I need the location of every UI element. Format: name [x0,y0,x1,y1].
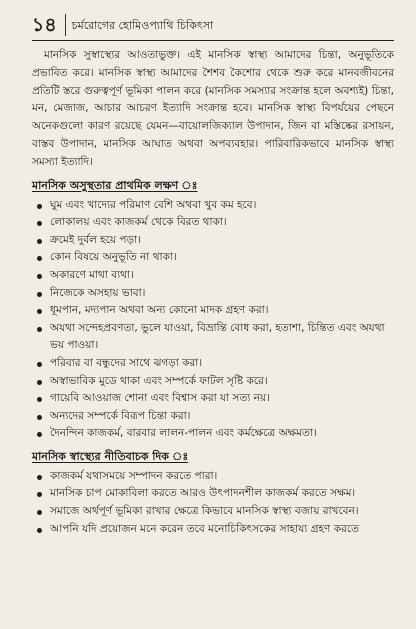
symptoms-heading-text: মানসিক অসুস্থতার প্রাথমিক লক্ষণ ঃ [32,178,198,192]
list-item [36,503,394,521]
bullet-icon [37,309,42,314]
positive-aspects-heading-text: মানসিক স্বাস্থ্যের নীতিবাচক দিক ঃ [32,449,189,463]
bullet-icon [37,380,42,385]
list-item-text: কাজকর্ম যথাসময়ে সম্পাদন করতে পারা। [50,469,218,482]
list-item-text: নিজেকে অসহায় ভাবা। [50,286,146,299]
list-item [36,197,394,215]
bullet-icon [37,239,42,244]
list-item [36,485,394,503]
list-item [36,232,394,250]
list-item-text: অকারণে মাথা ব্যথা। [50,268,134,281]
list-item [36,408,394,426]
bullet-icon [37,528,42,533]
list-item-text: ঘুম এবং খাদ্যের পরিমাণ বেশি অথবা খুব কম হবে। [50,198,257,211]
bullet-icon [37,204,42,209]
list-item [36,355,394,373]
page-header [32,10,394,36]
bullet-icon [37,492,42,497]
bullet-icon [37,415,42,420]
list-item [36,302,394,320]
list-item [36,425,394,443]
bullet-icon [37,510,42,515]
bullet-icon [37,274,42,279]
bullet-icon [37,362,42,367]
bullet-icon [37,256,42,261]
bullet-icon [37,292,42,297]
header-rule [32,40,394,41]
bullet-icon [37,432,42,437]
intro-paragraph: মানসিক সুস্বাস্থ্যের আওতাভুক্ত। এই মানসিক স্বাস্থ্য আমাদের চিন্তা, অনুভূতিকে প্রভাবিত করে। মানসিক স্বাস্থ্য আমাদের শৈশব কৈশোর থেকে শুরু করে মানবজীবনের প্রতিটি স্তরে গুরুত্বপূর্ণ ভূমিকা পালন করে (মানসিক সমস্যার সংক্রান্ত হলে অবশ্যই) চিন্তা, মন, মেজাজ, আচার আচরণ ইত্যাদি সংক্রান্ত হবে। মানসিক স্বাস্থ্য বিপর্যয়ের পেছনে অনেকগুলো কারণ রয়েছে যেমন—বায়োলজিক্যাল উপাদান, জিন বা মস্তিষ্কের রসায়ন, বাস্তব উপাদান, মানসিক আঘাত অথবা অপব্যবহার। পারিবারিকভাবে মানসিক স্বাস্থ্য সমস্যা ইত্যাদি। [32,49,394,168]
list-item [36,214,394,232]
list-item [36,249,394,267]
list-item-text: আপনি যদি প্রয়োজন মনে করেন তবে মনোচিকিৎসকের সাহায্য গ্রহণ করতে [50,522,359,535]
list-item-text: লোকালয় এবং কাজকর্ম থেকে বিরত থাকা। [50,216,227,229]
list-item-text: পরিবার বা বন্ধুদের সাথে ঝগড়া করা। [50,356,203,369]
list-item-text: গায়েবি আওয়াজ শোনা এবং বিশ্বাস করা যা সত্য নয়। [50,392,270,405]
list-item-text: মানসিক চাপ মোকাবিলা করতে আরও উৎপাদনশীল কাজকর্ম করতে সক্ষম। [50,487,356,500]
bullet-icon [37,397,42,402]
symptoms-heading [32,176,394,195]
bullet-icon [37,327,42,332]
list-item [36,390,394,408]
positive-aspects-heading [32,447,394,466]
list-item-text: দৈনন্দিন কাজকর্ম, বারবার লালন-পালন এবং কর্মক্ষেত্রে অক্ষমতা। [50,427,317,440]
bullet-icon [37,475,42,480]
list-item [36,521,394,539]
list-item-text: সমাজে অর্থপূর্ণ ভূমিকা রাখার ক্ষেত্রে কিভাবে মানসিক স্বাস্থ্য বজায় রাখবেন। [50,505,359,518]
bullet-icon [37,221,42,226]
list-item-text: ধূমপান, মদ্যপান অথবা অন্য কোনো মাদক গ্রহণ করা। [50,304,269,317]
list-item-text: ক্রমেই দুর্বল হয়ে পড়া। [50,233,141,246]
list-item-text: অন্যদের সম্পর্কে বিরূপ চিন্তা করা। [50,409,191,422]
list-item [36,320,394,355]
running-title: চর্মরোগের হোমিওপ্যাথি চিকিৎসা [71,19,214,32]
list-item [36,373,394,391]
symptoms-list [32,197,394,443]
page-number: ১৪ [32,14,66,36]
list-item [36,285,394,303]
list-item [36,468,394,486]
list-item-text: কোন বিষয়ে অনুভূতি না থাকা। [50,251,177,264]
list-item-text: অস্বাভাবিক মুডে থাকা এবং সম্পর্কে ফাটল সৃষ্টি করে। [50,374,268,387]
list-item [36,267,394,285]
list-item-text: অযথা সন্দেহপ্রবণতা, ভুলে যাওয়া, বিভ্রান্তি বোধ করা, হতাশা, চিন্তিত এবং অযথা ভয় পাওয়া। [50,321,385,352]
positive-aspects-list [32,468,394,538]
